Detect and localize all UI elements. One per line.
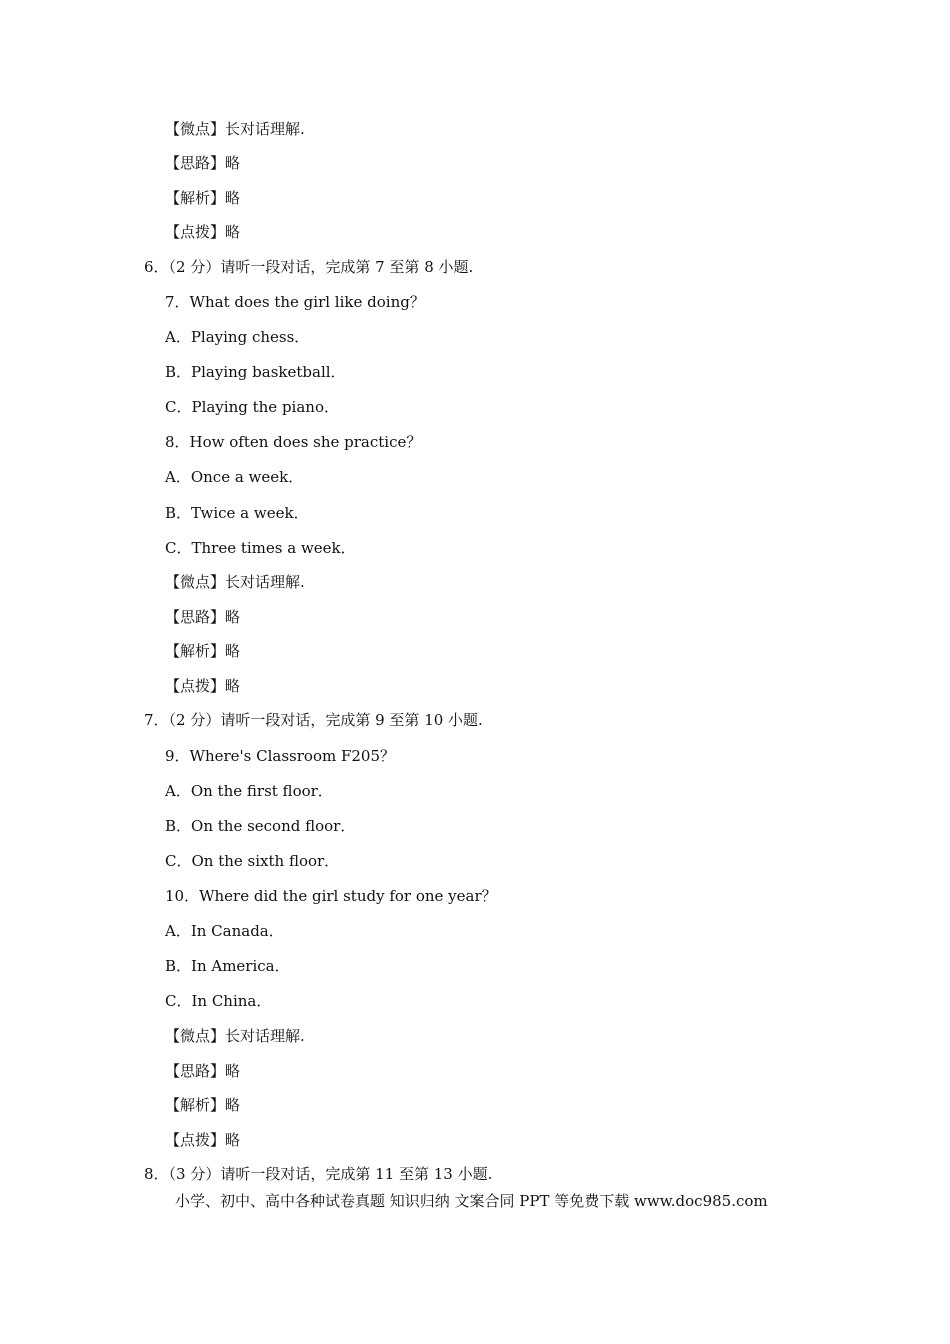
- option-7a: A．Playing chess．: [165, 328, 310, 346]
- tag-dianbo: 【点拨】略: [165, 223, 241, 241]
- question-6-heading: 6．（2 分）请听一段对话，完成第 7 至第 8 小题.: [144, 258, 474, 276]
- option-10b: B．In America．: [165, 957, 290, 975]
- option-7b: B．Playing basketball．: [165, 363, 346, 381]
- tag-jiexi: 【解析】略: [165, 642, 241, 660]
- tag-silu: 【思路】略: [165, 608, 241, 626]
- tag-dianbo: 【点拨】略: [165, 1131, 241, 1149]
- tag-silu: 【思路】略: [165, 1062, 241, 1080]
- option-10a: A．In Canada．: [165, 922, 284, 940]
- tag-dianbo: 【点拨】略: [165, 677, 241, 695]
- question-8-text: 8．How often does she practice？: [165, 433, 422, 451]
- tag-silu: 【思路】略: [165, 154, 241, 172]
- option-9b: B．On the second floor．: [165, 817, 356, 835]
- option-9c: C．On the sixth floor．: [165, 852, 340, 870]
- tag-weidian: 【微点】长对话理解.: [165, 120, 305, 138]
- option-8c: C．Three times a week．: [165, 539, 356, 557]
- option-7c: C．Playing the piano．: [165, 398, 339, 416]
- option-9a: A．On the first floor．: [165, 782, 333, 800]
- question-7-text: 7．What does the girl like doing？: [165, 293, 425, 311]
- page-footer: 小学、初中、高中各种试卷真题 知识归纳 文案合同 PPT 等免费下载 www.doc985.com: [175, 1192, 768, 1210]
- option-8b: B．Twice a week．: [165, 504, 309, 522]
- option-10c: C．In China．: [165, 992, 272, 1010]
- question-7-heading: 7．（2 分）请听一段对话，完成第 9 至第 10 小题.: [144, 711, 483, 729]
- option-8a: A．Once a week．: [165, 468, 304, 486]
- tag-jiexi: 【解析】略: [165, 1096, 241, 1114]
- question-9-text: 9．Where's Classroom F205？: [165, 747, 396, 765]
- tag-weidian: 【微点】长对话理解.: [165, 573, 305, 591]
- question-8-heading: 8．（3 分）请听一段对话，完成第 11 至第 13 小题.: [144, 1165, 493, 1183]
- tag-weidian: 【微点】长对话理解.: [165, 1027, 305, 1045]
- question-10-text: 10．Where did the girl study for one year？: [165, 887, 497, 905]
- tag-jiexi: 【解析】略: [165, 189, 241, 207]
